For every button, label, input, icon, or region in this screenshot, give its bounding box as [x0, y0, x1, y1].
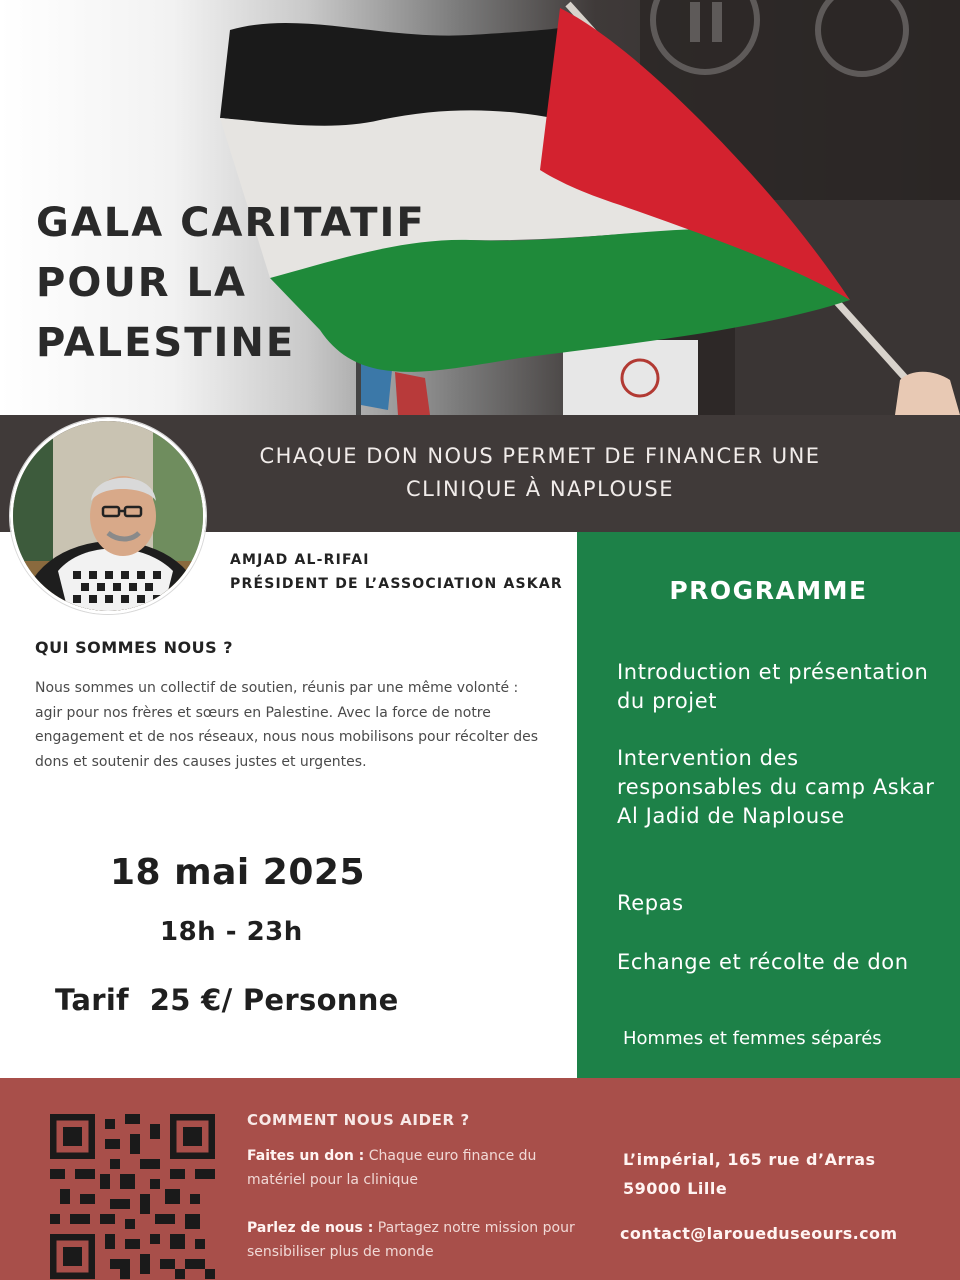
president-photo — [10, 418, 206, 614]
event-title — [36, 193, 426, 373]
donate-text: Chaque euro finance du matériel pour la clinique — [247, 1148, 537, 1188]
venue-address — [623, 1145, 935, 1203]
president-info — [230, 548, 563, 596]
event-title-line-1: GALA CARITATIF — [36, 200, 426, 246]
event-title-line-2: POUR LA — [36, 260, 247, 306]
donate-tip — [247, 1144, 577, 1192]
tagline-line-1: CHAQUE DON NOUS PERMET DE FINANCER UNE — [259, 444, 821, 468]
about-title: QUI SOMMES NOUS ? — [35, 638, 233, 657]
event-title-line-3: PALESTINE — [36, 320, 296, 366]
hero-section — [0, 0, 960, 415]
qr-code-icon[interactable] — [50, 1114, 215, 1279]
event-hours: 18h - 23h — [160, 917, 303, 947]
president-role: PRÉSIDENT DE L’ASSOCIATION ASKAR — [230, 576, 563, 592]
about-text: Nous sommes un collectif de soutien, réunis par une même volonté : agir pour nos frères et sœurs en Palestine. Avec la force de notre engagement et de nos réseaux, nous nous mobilisons pour récolter des dons et soutenir des causes justes et urgentes. — [35, 680, 539, 770]
share-text: Partagez notre mission pour sensibiliser plus de monde — [247, 1220, 575, 1260]
program-item: Echange et récolte de don — [617, 950, 909, 974]
donate-label: Faites un don : — [247, 1148, 365, 1164]
program-note: Hommes et femmes séparés — [623, 1028, 882, 1049]
contact-email[interactable]: contact@laroueduseours.com — [620, 1224, 898, 1243]
event-price: Tarif 25 €/ Personne — [55, 983, 399, 1017]
program-panel — [577, 532, 960, 1078]
president-portrait-image — [13, 421, 203, 611]
program-item: Intervention des responsables du camp Askar Al Jadid de Naplouse — [617, 746, 935, 828]
program-title: PROGRAMME — [669, 576, 868, 605]
footer — [0, 1078, 960, 1280]
share-tip — [247, 1216, 577, 1264]
address-line-2: 59000 Lille — [623, 1179, 728, 1198]
share-label: Parlez de nous : — [247, 1220, 374, 1236]
event-date: 18 mai 2025 — [110, 852, 366, 893]
help-title: COMMENT NOUS AIDER ? — [247, 1111, 470, 1129]
address-line-1: L’impérial, 165 rue d’Arras — [623, 1150, 876, 1169]
program-item: Introduction et présentation du projet — [617, 660, 929, 713]
president-name: AMJAD AL-RIFAI — [230, 552, 370, 568]
tagline — [210, 440, 870, 506]
tagline-line-2: CLINIQUE À NAPLOUSE — [405, 477, 675, 501]
program-item: Repas — [617, 891, 684, 915]
